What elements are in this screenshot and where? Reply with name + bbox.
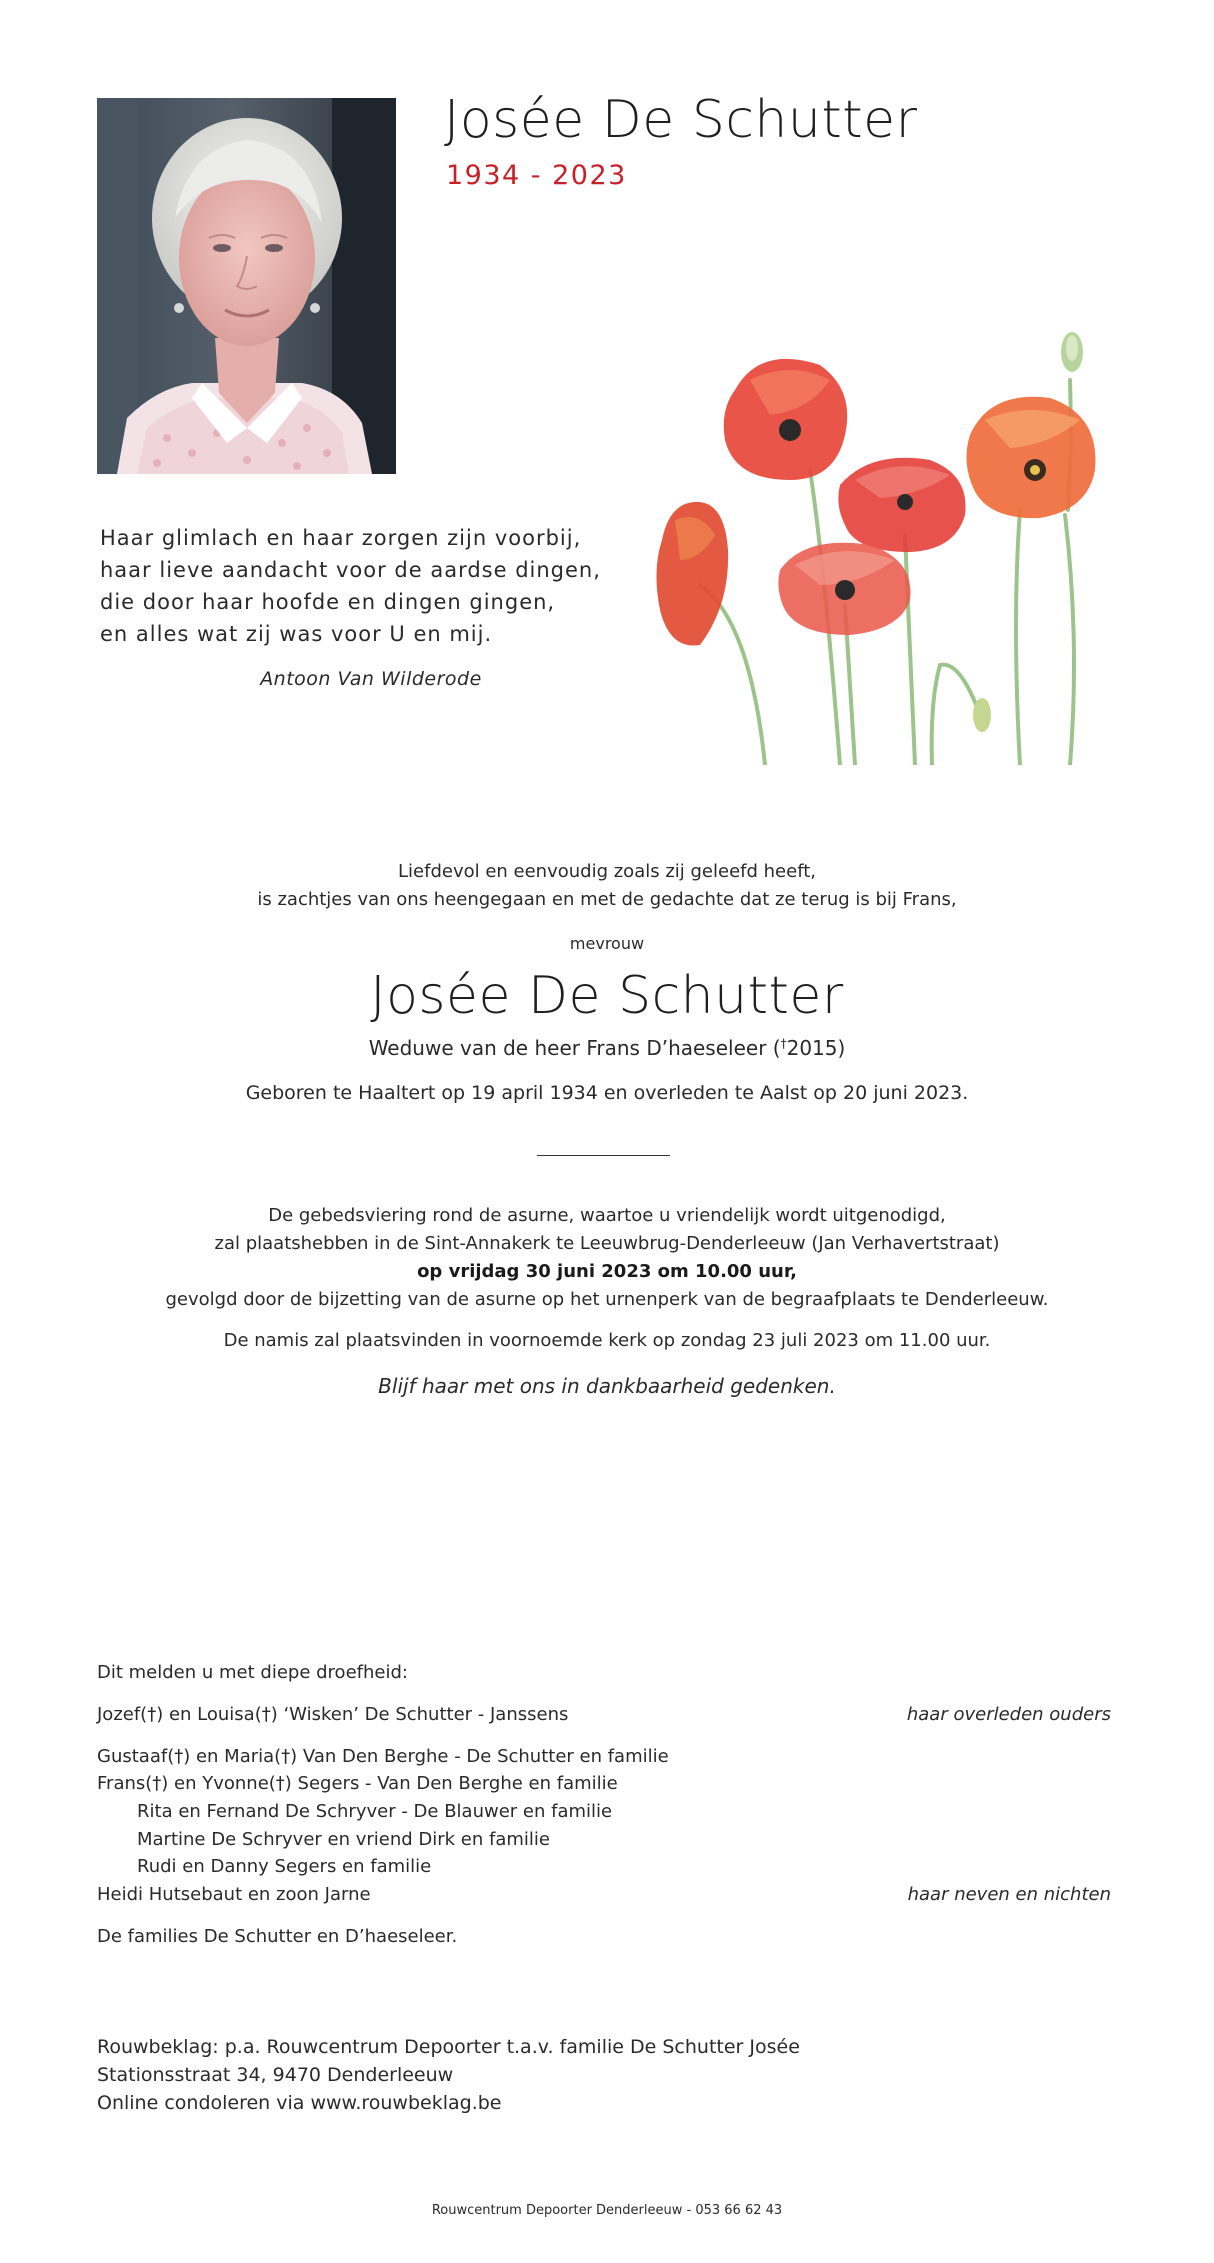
death-mark: † [780, 1036, 787, 1051]
poppy-flowers-graphic [640, 320, 1120, 765]
divider [537, 1155, 670, 1156]
service-line: De gebedsviering rond de asurne, waartoe u vriendelijk wordt uitgenodigd, [268, 1205, 946, 1226]
poem-line: die door haar hoofde en dingen gingen, [100, 590, 556, 614]
widow-year: 2015) [786, 1036, 846, 1060]
widow-line [0, 1036, 1214, 1060]
family-line: Rudi en Danny Segers en familie [137, 1856, 432, 1877]
poppies-illustration [640, 320, 1120, 765]
families-line: De families De Schutter en D’haeseleer. [97, 1926, 458, 1947]
contact-online: Online condoleren via www.rouwbeklag.be [97, 2092, 502, 2114]
contact-block [97, 2033, 800, 2117]
deceased-name: Josée De Schutter [370, 966, 844, 1026]
poem-line: Haar glimlach en haar zorgen zijn voorbij, [100, 526, 582, 550]
remember-line: Blijf haar met ons in dankbaarheid gedenken. [378, 1374, 836, 1398]
intro-text [0, 858, 1214, 914]
poem-line: haar lieve aandacht voor de aardse dingen, [100, 558, 601, 582]
family-line: Gustaaf(†) en Maria(†) Van Den Berghe - De Schutter en familie [97, 1746, 669, 1767]
service-line: gevolgd door de bijzetting van de asurne op het urnenperk van de begraafplaats te Denderleeuw. [165, 1289, 1049, 1310]
family-intro: Dit melden u met diepe droefheid: [97, 1662, 408, 1683]
service-date: op vrijdag 30 juni 2023 om 10.00 uur, [417, 1261, 797, 1282]
poem-line: en alles wat zij was voor U en mij. [100, 622, 493, 646]
family-line: Martine De Schryver en vriend Dirk en familie [137, 1829, 550, 1850]
header-name: Josée De Schutter [444, 90, 918, 150]
honorific: mevrouw [569, 934, 645, 953]
widow-text: Weduwe van de heer Frans D’haeseleer ( [368, 1036, 781, 1060]
portrait-photo [97, 98, 396, 474]
cousins-relation: haar neven en nichten [907, 1884, 1111, 1905]
intro-line: is zachtjes van ons heengegaan en met de gedachte dat ze terug is bij Frans, [257, 889, 957, 910]
contact-address: Stationsstraat 34, 9470 Denderleeuw [97, 2064, 454, 2086]
header-years: 1934 - 2023 [446, 160, 627, 191]
family-line: Heidi Hutsebaut en zoon Jarne [97, 1884, 371, 1905]
poem [100, 522, 620, 650]
parents-line: Jozef(†) en Louisa(†) ‘Wisken’ De Schutter - Janssens [97, 1704, 569, 1725]
parents-relation: haar overleden ouders [906, 1704, 1111, 1725]
footer-text: Rouwcentrum Depoorter Denderleeuw - 053 66 62 43 [431, 2203, 783, 2218]
family-line: Frans(†) en Yvonne(†) Segers - Van Den Berghe en familie [97, 1773, 618, 1794]
birth-death-line: Geboren te Haaltert op 19 april 1934 en overleden te Aalst op 20 juni 2023. [245, 1082, 969, 1104]
portrait-illustration [97, 98, 396, 474]
intro-line: Liefdevol en eenvoudig zoals zij geleefd heeft, [398, 861, 816, 882]
poem-author: Antoon Van Wilderode [260, 668, 482, 690]
family-line: Rita en Fernand De Schryver - De Blauwer en familie [137, 1801, 613, 1822]
service-details [0, 1202, 1214, 1314]
service-line: zal plaatshebben in de Sint-Annakerk te Leeuwbrug-Denderleeuw (Jan Verhavertstraat) [214, 1233, 1000, 1254]
contact-line: Rouwbeklag: p.a. Rouwcentrum Depoorter t.a.v. familie De Schutter Josée [97, 2036, 800, 2058]
namis-line: De namis zal plaatsvinden in voornoemde kerk op zondag 23 juli 2023 om 11.00 uur. [223, 1330, 991, 1351]
